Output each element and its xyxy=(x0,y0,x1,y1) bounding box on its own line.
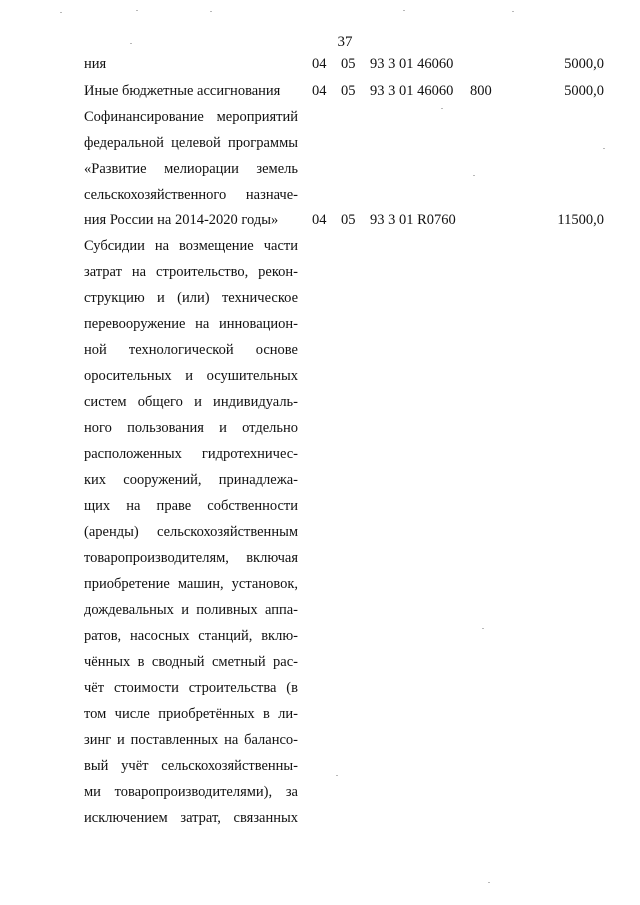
subsidy-name-line: зинг и поставленных на балансо- xyxy=(84,732,298,748)
scan-speck xyxy=(136,10,138,11)
subsidy-name-line: (аренды) сельскохозяйственным xyxy=(84,524,298,540)
subsidy-name-line: том числе приобретённых в ли- xyxy=(84,706,298,722)
row-name: Иные бюджетные ассигнования xyxy=(84,83,281,99)
subsidy-name-line: ких сооружений, принадлежа- xyxy=(84,472,298,488)
row-target-article-code: 93 3 01 R0760 xyxy=(370,212,456,228)
subsidy-name-line: струкцию и (или) техническое xyxy=(84,290,298,306)
scan-speck xyxy=(210,11,212,12)
row-subsection-code: 05 xyxy=(341,212,356,228)
table-row xyxy=(0,208,640,232)
scan-speck xyxy=(130,43,132,44)
row-subsection-code: 05 xyxy=(341,56,356,72)
subsidy-name-line: ной технологической основе xyxy=(84,342,298,358)
subsidy-name-line: оросительных и осушительных xyxy=(84,368,298,384)
row-target-article-code: 93 3 01 46060 xyxy=(370,56,454,72)
row-target-article-code: 93 3 01 46060 xyxy=(370,83,454,99)
subsidy-name-line: товаропроизводителям, включая xyxy=(84,550,298,566)
table-row xyxy=(0,79,640,103)
table-row xyxy=(0,52,640,76)
page-number: 37 xyxy=(337,34,353,50)
scan-speck xyxy=(488,882,490,883)
row-amount: 11500,0 xyxy=(557,212,604,228)
cofinancing-name-line: Софинансирование мероприятий xyxy=(84,109,298,125)
row-amount: 5000,0 xyxy=(564,83,604,99)
cofinancing-name-line: сельскохозяйственного назначе- xyxy=(84,187,298,203)
scan-speck xyxy=(512,11,514,12)
row-section-code: 04 xyxy=(312,83,327,99)
row-name: ния xyxy=(84,56,107,72)
scan-speck xyxy=(336,775,338,776)
subsidy-name-line: Субсидии на возмещение части xyxy=(84,238,298,254)
subsidy-name-line: вый учёт сельскохозяйственны- xyxy=(84,758,298,774)
cofinancing-name-line: ния России на 2014-2020 годы» xyxy=(84,212,279,228)
subsidy-name-line: ратов, насосных станций, вклю- xyxy=(84,628,298,644)
scan-speck xyxy=(60,12,62,13)
subsidy-name-line: систем общего и индивидуаль- xyxy=(84,394,298,410)
scan-speck xyxy=(482,628,484,629)
cofinancing-name-line: федеральной целевой программы xyxy=(84,135,298,151)
scan-speck xyxy=(441,108,443,109)
row-amount: 5000,0 xyxy=(564,56,604,72)
cofinancing-name-line: «Развитие мелиорации земель xyxy=(84,161,298,177)
subsidy-name-line: исключением затрат, связанных xyxy=(84,810,298,826)
subsidy-name-line: затрат на строительство, рекон- xyxy=(84,264,298,280)
scan-speck xyxy=(403,10,405,11)
subsidy-name-line: чённых в сводный сметный рас- xyxy=(84,654,298,670)
subsidy-name-line: расположенных гидротехничес- xyxy=(84,446,298,462)
row-subsection-code: 05 xyxy=(341,83,356,99)
row-section-code: 04 xyxy=(312,212,327,228)
subsidy-name-line: перевооружение на инновацион- xyxy=(84,316,298,332)
subsidy-name-line: чёт стоимости строительства (в xyxy=(84,680,298,696)
subsidy-name-line: дождевальных и поливных аппа- xyxy=(84,602,298,618)
subsidy-name-line: ного пользования и отдельно xyxy=(84,420,298,436)
subsidy-name-line: приобретение машин, установок, xyxy=(84,576,298,592)
scan-speck xyxy=(603,148,605,149)
scan-speck xyxy=(473,175,475,176)
row-expense-type-code: 800 xyxy=(470,83,492,99)
row-section-code: 04 xyxy=(312,56,327,72)
subsidy-name-line: щих на праве собственности xyxy=(84,498,298,514)
subsidy-name-line: ми товаропроизводителями), за xyxy=(84,784,298,800)
